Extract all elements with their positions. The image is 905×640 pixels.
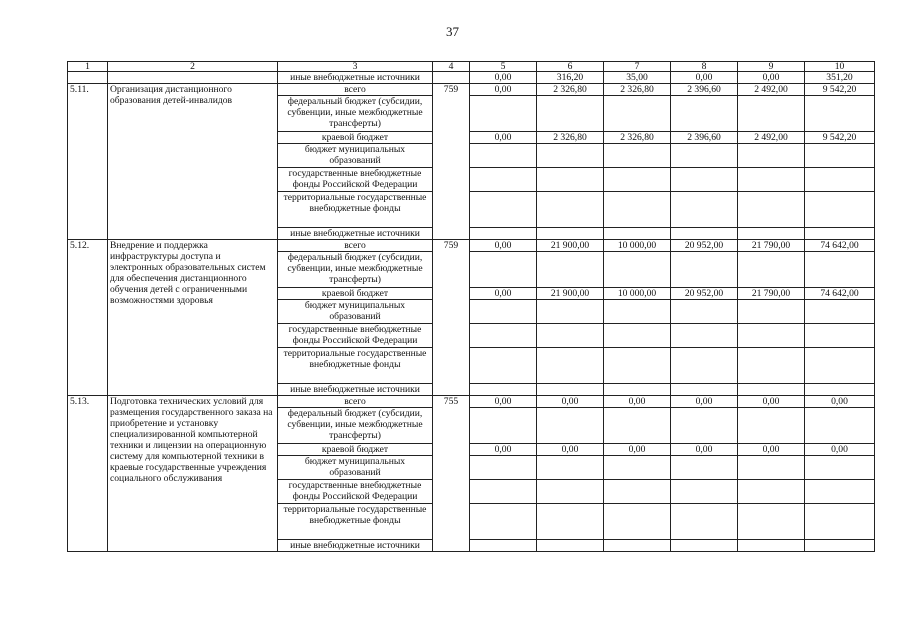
cell <box>108 72 278 84</box>
funding-source: краевой бюджет <box>278 132 433 144</box>
value-cell: 2 326,80 <box>537 132 604 144</box>
value-cell: 74 642,00 <box>805 240 875 252</box>
value-cell: 0,00 <box>470 240 537 252</box>
value-cell: 0,00 <box>671 72 738 84</box>
value-cell: 35,00 <box>604 72 671 84</box>
funding-source: государственные внебюджетные фонды Российской Федерации <box>278 480 433 504</box>
column-header: 9 <box>738 62 805 72</box>
cell <box>433 72 470 84</box>
value-cell: 0,00 <box>604 396 671 408</box>
funding-source: иные внебюджетные источники <box>278 72 433 84</box>
section-number: 5.11. <box>68 84 108 240</box>
funding-source: краевой бюджет <box>278 444 433 456</box>
funding-source: федеральный бюджет (субсидии, субвенции, иные межбюджетные трансферты) <box>278 252 433 288</box>
value-cell: 10 000,00 <box>604 288 671 300</box>
funding-source: бюджет муниципальных образований <box>278 456 433 480</box>
column-header: 4 <box>433 62 470 72</box>
funding-source: всего <box>278 396 433 408</box>
funding-source: территориальные государственные внебюджетные фонды <box>278 192 433 228</box>
value-cell: 21 790,00 <box>738 288 805 300</box>
column-header: 10 <box>805 62 875 72</box>
value-cell: 2 396,60 <box>671 132 738 144</box>
value-cell: 316,20 <box>537 72 604 84</box>
column-header: 8 <box>671 62 738 72</box>
value-cell: 9 542,20 <box>805 84 875 96</box>
value-cell: 2 326,80 <box>604 84 671 96</box>
value-cell: 0,00 <box>470 84 537 96</box>
value-cell: 0,00 <box>470 288 537 300</box>
funding-source: государственные внебюджетные фонды Российской Федерации <box>278 324 433 348</box>
value-cell: 0,00 <box>470 132 537 144</box>
cell <box>68 72 108 84</box>
budget-table <box>67 61 875 552</box>
column-header: 2 <box>108 62 278 72</box>
value-cell: 0,00 <box>738 444 805 456</box>
value-cell: 9 542,20 <box>805 132 875 144</box>
value-cell: 0,00 <box>537 396 604 408</box>
funding-source: государственные внебюджетные фонды Российской Федерации <box>278 168 433 192</box>
value-cell: 2 326,80 <box>537 84 604 96</box>
page-number: 37 <box>446 24 459 39</box>
value-cell: 2 396,60 <box>671 84 738 96</box>
value-cell: 0,00 <box>805 444 875 456</box>
value-cell: 0,00 <box>604 444 671 456</box>
column-header: 3 <box>278 62 433 72</box>
value-cell: 2 492,00 <box>738 132 805 144</box>
section-code: 759 <box>433 84 470 240</box>
value-cell: 21 900,00 <box>537 288 604 300</box>
section-number: 5.12. <box>68 240 108 396</box>
column-header: 5 <box>470 62 537 72</box>
funding-source: федеральный бюджет (субсидии, субвенции, иные межбюджетные трансферты) <box>278 96 433 132</box>
section-number: 5.13. <box>68 396 108 552</box>
value-cell: 74 642,00 <box>805 288 875 300</box>
section-code: 755 <box>433 396 470 552</box>
funding-source: всего <box>278 240 433 252</box>
funding-source: территориальные государственные внебюджетные фонды <box>278 504 433 540</box>
section-code: 759 <box>433 240 470 396</box>
table-row <box>68 396 875 408</box>
section-name: Организация дистанционного образования детей-инвалидов <box>108 84 278 240</box>
funding-source: бюджет муниципальных образований <box>278 300 433 324</box>
funding-source: бюджет муниципальных образований <box>278 144 433 168</box>
funding-source: иные внебюджетные источники <box>278 540 433 552</box>
column-header: 1 <box>68 62 108 72</box>
value-cell: 20 952,00 <box>671 240 738 252</box>
value-cell: 0,00 <box>805 396 875 408</box>
column-header: 7 <box>604 62 671 72</box>
value-cell: 0,00 <box>470 72 537 84</box>
section-name: Внедрение и поддержка инфраструктуры доступа и электронных образовательных систем для обеспечения дистанционного обучения детей с ограниченными возможностями здоровья <box>108 240 278 396</box>
value-cell: 0,00 <box>738 72 805 84</box>
column-header: 6 <box>537 62 604 72</box>
value-cell: 20 952,00 <box>671 288 738 300</box>
value-cell: 2 326,80 <box>604 132 671 144</box>
value-cell: 351,20 <box>805 72 875 84</box>
value-cell: 21 900,00 <box>537 240 604 252</box>
value-cell: 0,00 <box>470 444 537 456</box>
funding-source: краевой бюджет <box>278 288 433 300</box>
funding-source: всего <box>278 84 433 96</box>
table-row <box>68 84 875 96</box>
value-cell: 0,00 <box>738 396 805 408</box>
value-cell: 10 000,00 <box>604 240 671 252</box>
funding-source: территориальные государственные внебюджетные фонды <box>278 348 433 384</box>
table-row <box>68 72 875 84</box>
value-cell: 0,00 <box>671 444 738 456</box>
value-cell: 0,00 <box>671 396 738 408</box>
value-cell: 2 492,00 <box>738 84 805 96</box>
value-cell: 0,00 <box>470 396 537 408</box>
column-number-header <box>68 62 875 72</box>
value-cell: 0,00 <box>537 444 604 456</box>
table-row <box>68 240 875 252</box>
funding-source: иные внебюджетные источники <box>278 384 433 396</box>
value-cell: 21 790,00 <box>738 240 805 252</box>
funding-source: федеральный бюджет (субсидии, субвенции, иные межбюджетные трансферты) <box>278 408 433 444</box>
funding-source: иные внебюджетные источники <box>278 228 433 240</box>
section-name: Подготовка технических условий для размещения государственного заказа на приобретение и установку специализированной компьютерной техники и лицензии на операционную систему для компьютерной техники в краевые государственные учреждения социального обслуживания <box>108 396 278 552</box>
